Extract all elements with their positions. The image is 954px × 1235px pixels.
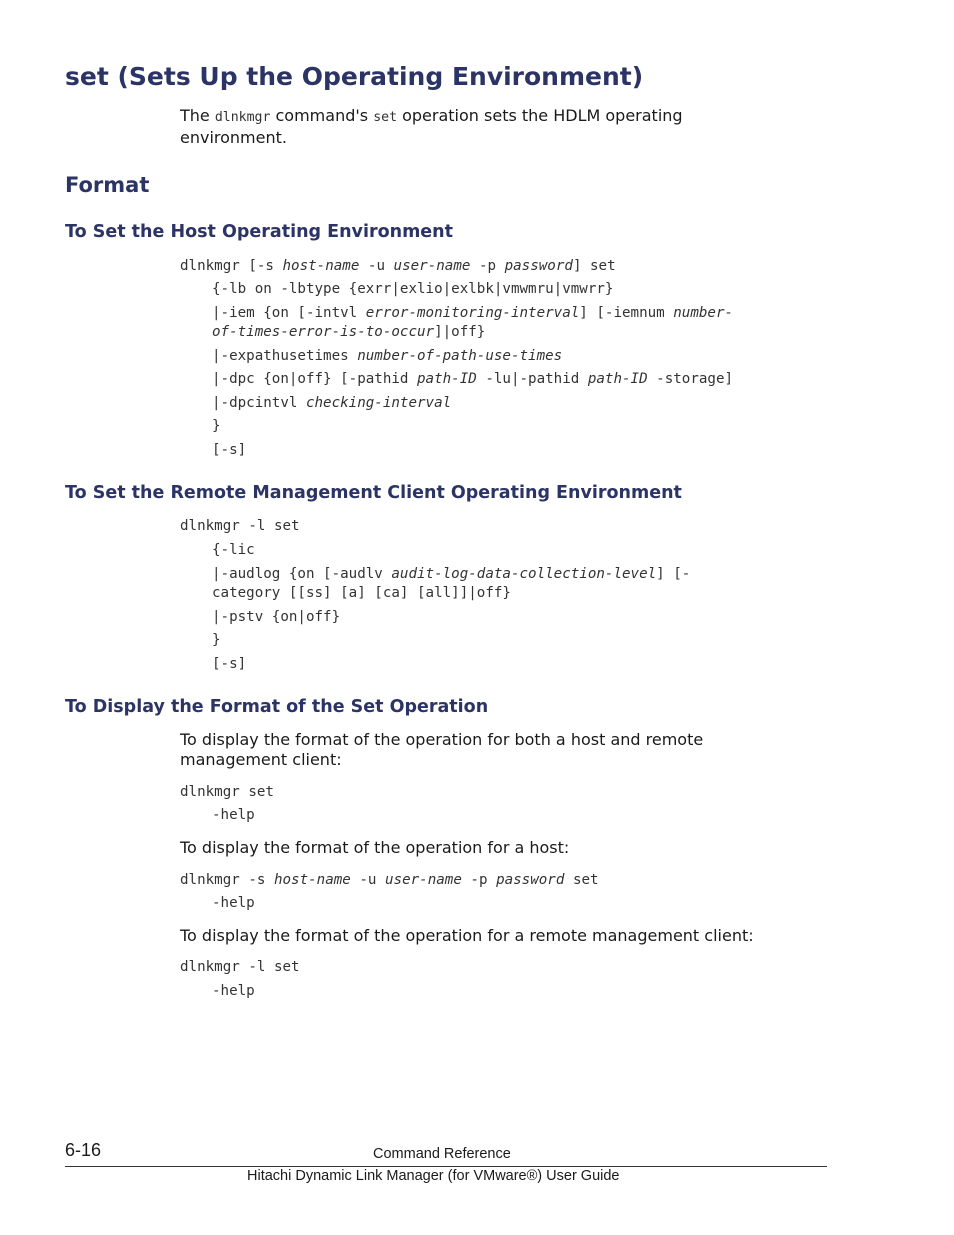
remote-code-line: } — [212, 632, 221, 648]
display-code-line: dlnkmgr -l set — [180, 959, 300, 975]
host-code-line: |-dpc {on|off} [-pathid path-ID -lu|-pathid path-ID -storage] — [212, 371, 734, 387]
remote-code-line: |-pstv {on|off} — [212, 609, 341, 625]
display-code-line: dlnkmgr set — [180, 784, 274, 800]
remote-code-line: category [[ss] [a] [ca] [all]]|off} — [212, 585, 511, 601]
host-environment-heading: To Set the Host Operating Environment — [65, 222, 453, 242]
intro-text: environment. — [180, 128, 287, 147]
inline-operation: set — [373, 110, 398, 125]
host-code-line: {-lb on -lbtype {exrr|exlio|exlbk|vmwmru|vmwrr} — [212, 281, 614, 297]
inline-command: dlnkmgr — [214, 110, 271, 125]
display-code-line: dlnkmgr -s host-name -u user-name -p password set — [180, 872, 599, 888]
display-code-line: -help — [212, 983, 255, 999]
display-code-line: -help — [212, 895, 255, 911]
footer-section-title: Command Reference — [373, 1146, 511, 1162]
remote-code-line: dlnkmgr -l set — [180, 518, 300, 534]
display-paragraph-both: To display the format of the operation for both a host and remote management client: — [180, 730, 704, 769]
display-paragraph-host: To display the format of the operation for a host: — [180, 838, 570, 857]
format-heading: Format — [65, 173, 150, 197]
intro-text: operation sets the HDLM operating — [397, 106, 683, 125]
display-format-heading: To Display the Format of the Set Operation — [65, 697, 489, 717]
display-paragraph-remote: To display the format of the operation for a remote management client: — [180, 926, 754, 945]
host-code-line: |-iem {on [-intvl error-monitoring-interval] [-iemnum number- — [212, 305, 734, 321]
footer-divider — [65, 1166, 827, 1167]
footer-book-title: Hitachi Dynamic Link Manager (for VMware®) User Guide — [247, 1168, 620, 1184]
host-code-line: |-expathusetimes number-of-path-use-times — [212, 348, 563, 364]
display-code-line: -help — [212, 807, 255, 823]
remote-environment-heading: To Set the Remote Management Client Operating Environment — [65, 483, 682, 503]
host-code-line: dlnkmgr [-s host-name -u user-name -p password] set — [180, 258, 616, 274]
page-title: set (Sets Up the Operating Environment) — [65, 62, 644, 91]
intro-text: The — [180, 106, 215, 125]
intro-paragraph — [180, 106, 800, 148]
remote-code-line: {-lic — [212, 542, 255, 558]
host-code-line: |-dpcintvl checking-interval — [212, 395, 452, 411]
page-number: 6-16 — [65, 1140, 102, 1160]
host-code-line: of-times-error-is-to-occur]|off} — [212, 324, 486, 340]
intro-text: command's — [270, 106, 374, 125]
remote-code-line: [-s] — [212, 656, 247, 672]
host-code-line: [-s] — [212, 442, 247, 458]
host-code-line: } — [212, 418, 221, 434]
remote-code-line: |-audlog {on [-audlv audit-log-data-collection-level] [- — [212, 566, 691, 582]
